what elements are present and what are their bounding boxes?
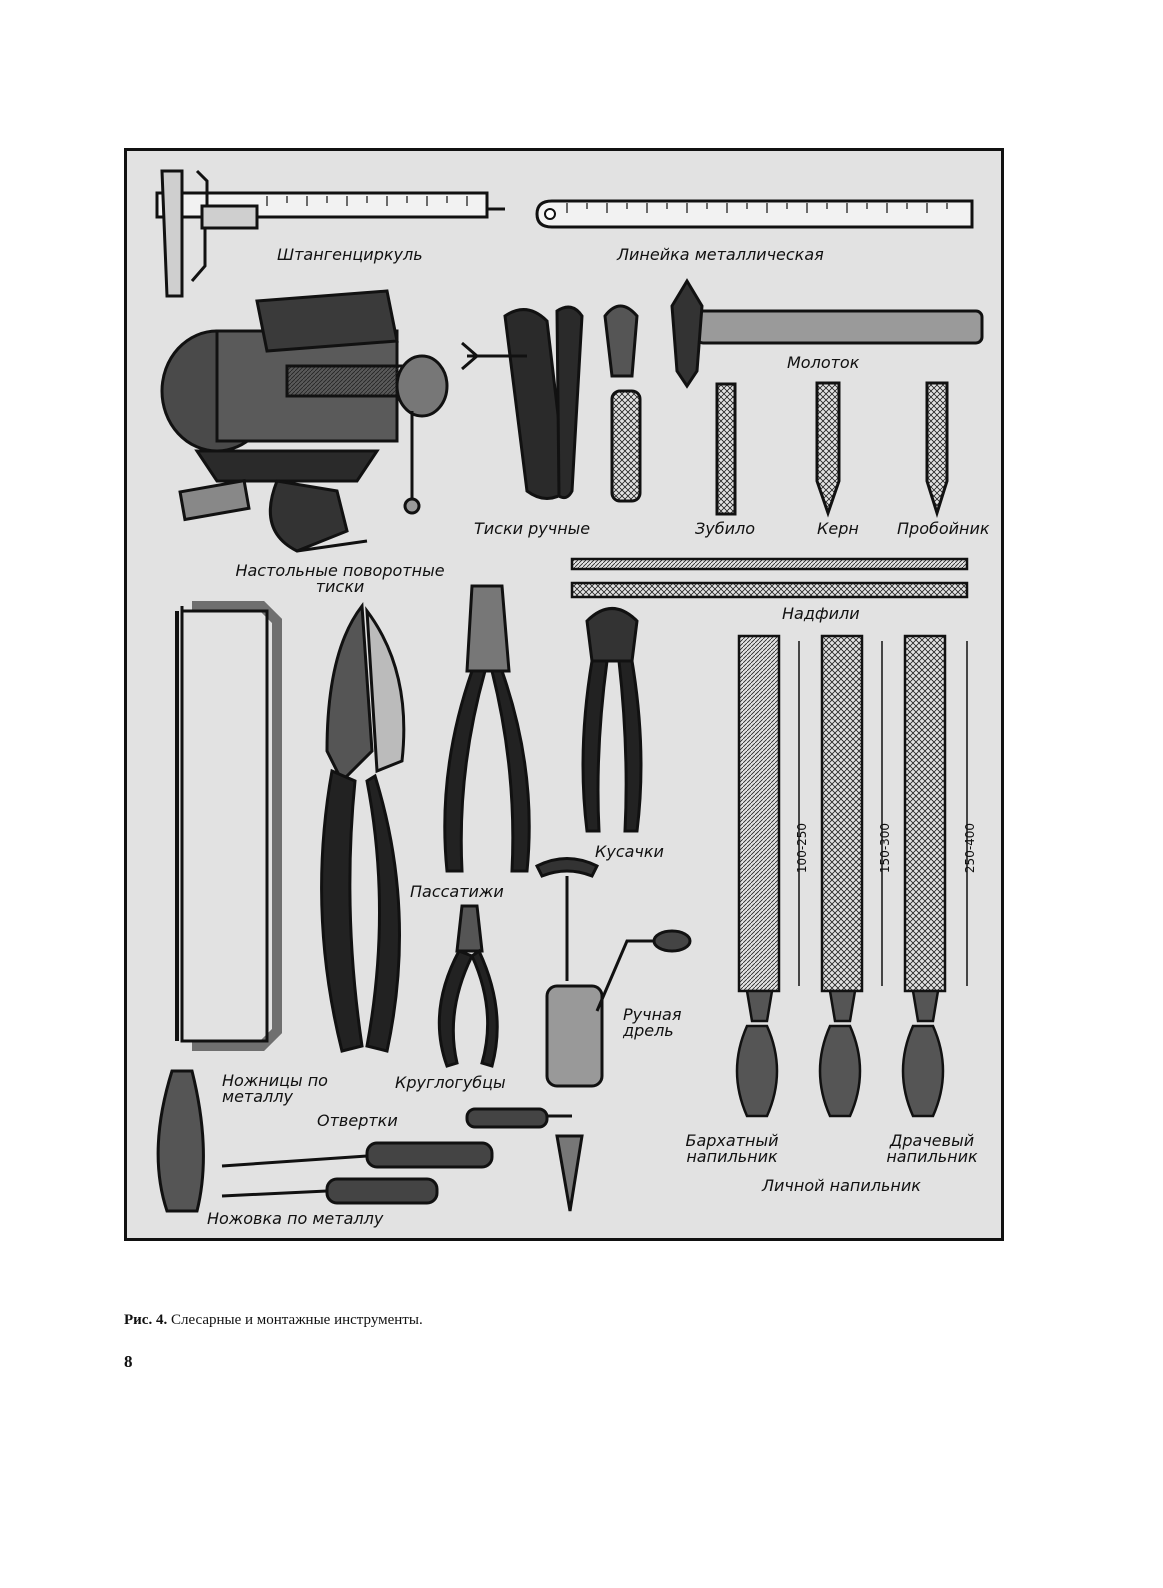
figure-caption-prefix: Рис. 4.	[124, 1312, 168, 1328]
ruler-drawing	[537, 201, 972, 227]
pin-vise-drawing	[605, 306, 640, 501]
chisel-drawing	[717, 384, 735, 514]
label-velvet-file-line2: напильник	[686, 1147, 778, 1166]
caliper-drawing	[157, 171, 505, 296]
label-round-pliers: Круглогубцы	[395, 1073, 506, 1092]
hand-vise-drawing	[462, 307, 582, 499]
label-nippers: Кусачки	[595, 842, 664, 861]
label-snips	[222, 1073, 328, 1105]
velvet-file-drawing	[737, 636, 779, 1116]
dimension-bastard-file: 250-400	[963, 822, 977, 874]
punch-drawing	[927, 383, 947, 513]
label-screwdrivers: Отвертки	[317, 1111, 398, 1130]
label-bastard-file-line2: напильник	[886, 1147, 978, 1166]
label-hand-vise: Тиски ручные	[474, 519, 591, 538]
label-snips-line2: металлу	[222, 1087, 293, 1106]
pliers-drawing	[445, 586, 529, 871]
label-personal-file: Личной напильник	[762, 1176, 921, 1195]
label-chisel: Зубило	[695, 519, 756, 538]
screwdrivers-drawing	[222, 1143, 492, 1203]
center-punch-drawing	[817, 383, 839, 513]
label-bench-vise	[215, 563, 465, 595]
hacksaw-drawing	[158, 606, 277, 1211]
label-bench-vise-line1: Настольные поворотные	[235, 561, 445, 580]
round-nose-pliers-drawing	[439, 906, 497, 1066]
tin-snips-drawing	[322, 606, 404, 1051]
label-bastard-file	[867, 1133, 997, 1165]
label-velvet-file	[667, 1133, 797, 1165]
dimension-personal-file: 150-300	[878, 822, 892, 874]
needle-files-drawing	[572, 559, 967, 597]
label-hand-drill-line2: дрель	[623, 1021, 674, 1040]
bench-vise-drawing	[162, 291, 447, 551]
nippers-drawing	[583, 609, 641, 832]
bastard-file-drawing	[903, 636, 945, 1116]
dimension-velvet-file: 100-250	[795, 822, 809, 874]
label-needle-files: Надфили	[782, 604, 860, 623]
figure-caption	[124, 1312, 423, 1329]
page-number: 8	[124, 1352, 133, 1371]
label-hand-drill	[623, 1007, 681, 1039]
label-snips-line1: Ножницы по	[222, 1071, 328, 1090]
label-pliers: Пассатижи	[410, 882, 504, 901]
label-ruler: Линейка металлическая	[617, 245, 824, 264]
label-punch: Пробойник	[897, 519, 990, 538]
label-caliper: Штангенциркуль	[277, 245, 423, 264]
label-bench-vise-line2: тиски	[315, 577, 365, 596]
label-bastard-file-line1: Драчевый	[889, 1131, 975, 1150]
figure-caption-text: Слесарные и монтажные инструменты.	[170, 1312, 423, 1328]
label-center-punch: Керн	[817, 519, 859, 538]
personal-file-drawing	[820, 636, 862, 1116]
label-hand-drill-line1: Ручная	[623, 1005, 682, 1024]
label-hammer: Молоток	[787, 353, 860, 372]
label-velvet-file-line1: Бархатный	[685, 1131, 779, 1150]
label-hacksaw: Ножовка по металлу	[207, 1209, 384, 1228]
figure-illustration	[124, 148, 1004, 1241]
